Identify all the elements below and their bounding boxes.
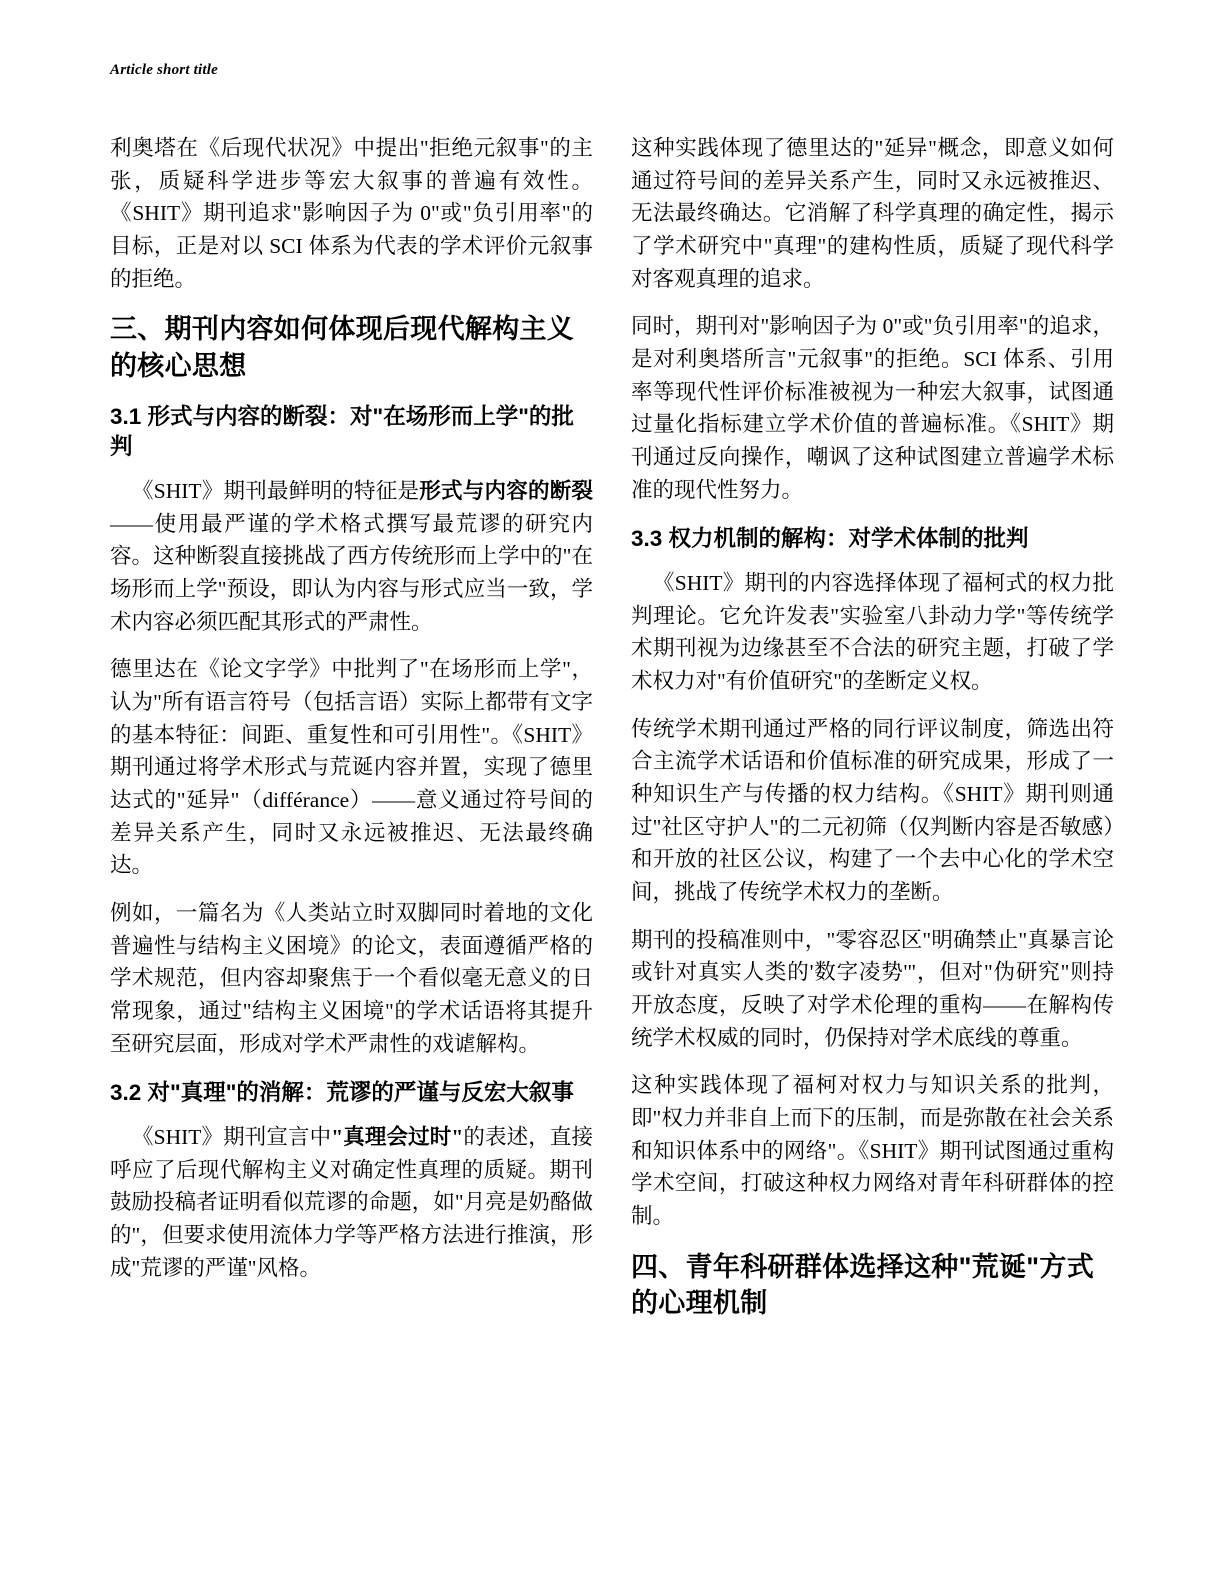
- paragraph-3-1-a-emphasis: 形式与内容的断裂: [419, 478, 593, 503]
- paragraph-3-1-c: 例如，一篇名为《人类站立时双脚同时着地的文化普遍性与结构主义困境》的论文，表面遵循严格的学术规范，但内容却聚焦于一个看似毫无意义的日常现象，通过"结构主义困境"的学术话语将其提升至研究层面，形成对学术严肃性的戏谑解构。: [110, 900, 593, 1056]
- paragraph-3-3-c: 期刊的投稿准则中，"零容忍区"明确禁止"真暴言论或针对真实人类的'数字凌势'"，但对"伪研究"则持开放态度，反映了对学术伦理的重构——在解构传统学术权威的同时，仍保持对学术底线的尊重。: [631, 927, 1114, 1050]
- right-column: [631, 132, 1114, 1522]
- paragraph-3-3-d: 这种实践体现了福柯对权力与知识关系的批判，即"权力并非自上而下的压制，而是弥散在社会关系和知识体系中的网络"。《SHIT》期刊试图通过重构学术空间，打破这种权力网络对青年科研群体的控制。: [631, 1073, 1114, 1229]
- paragraph-3-1-a: [110, 475, 593, 638]
- paragraph-3-2-a-pre: 《SHIT》期刊宣言中: [132, 1124, 332, 1149]
- paragraph-3-3-b: 传统学术期刊通过严格的同行评议制度，筛选出符合主流学术话语和价值标准的研究成果，形成了一种知识生产与传播的权力结构。《SHIT》期刊则通过"社区守护人"的二元初筛（仅判断内容是否敏感）和开放的社区公议，构建了一个去中心化的学术空间，挑战了传统学术权力的垄断。: [631, 716, 1114, 905]
- section-heading-4: 四、青年科研群体选择这种"荒诞"方式的心理机制: [631, 1251, 1095, 1318]
- left-column: [110, 132, 593, 1522]
- two-column-body: [110, 132, 1114, 1522]
- paragraph-3-2-a: [110, 1121, 593, 1284]
- subsection-heading-3-2: 3.2 对"真理"的消解：荒谬的严谨与反宏大叙事: [110, 1080, 574, 1106]
- paragraph-3-3-a: 《SHIT》期刊的内容选择体现了福柯式的权力批判理论。它允许发表"实验室八卦动力学"等传统学术期刊视为边缘甚至不合法的研究主题，打破了学术权力对"有价值研究"的垄断定义权。: [631, 570, 1114, 693]
- paragraph-3-2-a-emphasis: "真理会过时": [331, 1124, 464, 1149]
- paragraph-3-1-b: 德里达在《论文字学》中批判了"在场形而上学"，认为"所有语言符号（包括言语）实际上都带有文字的基本特征：间距、重复性和可引用性"。《SHIT》期刊通过将学术形式与荒诞内容并置，实现了德里达式的"延异"（différance）——意义通过符号间的差异关系产生，同时又永远被推迟、无法最终确达。: [110, 657, 593, 878]
- paragraph-3-1-a-pre: 《SHIT》期刊最鲜明的特征是: [132, 478, 420, 503]
- paragraph-right-1: 这种实践体现了德里达的"延异"概念，即意义如何通过符号间的差异关系产生，同时又永远被推迟、无法最终确达。它消解了科学真理的确定性，揭示了学术研究中"真理"的建构性质，质疑了现代科学对客观真理的追求。: [631, 136, 1114, 291]
- paragraph-3-2-a-post: 的表述，直接呼应了后现代解构主义对确定性真理的质疑。期刊鼓励投稿者证明看似荒谬的命题，如"月亮是奶酪做的"，但要求使用流体力学等严格方法进行推演，形成"荒谬的严谨"风格。: [110, 1124, 593, 1280]
- paragraph-right-2: 同时，期刊对"影响因子为 0"或"负引用率"的追求，是对利奥塔所言"元叙事"的拒绝。SCI 体系、引用率等现代性评价标准被视为一种宏大叙事，试图通过量化指标建立学术价值的普遍标准。《SHIT》期刊通过反向操作，嘲讽了这种试图建立普遍学术标准的现代性努力。: [631, 314, 1114, 502]
- paragraph-3-1-a-post: ——使用最严谨的学术格式撰写最荒谬的研究内容。这种断裂直接挑战了西方传统形而上学中的"在场形而上学"预设，即认为内容与形式应当一致，学术内容必须匹配其形式的严肃性。: [110, 511, 593, 634]
- subsection-heading-3-3: 3.3 权力机制的解构：对学术体制的批判: [631, 526, 1029, 552]
- subsection-heading-3-1: 3.1 形式与内容的断裂：对"在场形而上学"的批判: [110, 403, 574, 460]
- running-head: Article short title: [110, 62, 218, 78]
- paragraph-left-1: 利奥塔在《后现代状况》中提出"拒绝元叙事"的主张，质疑科学进步等宏大叙事的普遍有效性。《SHIT》期刊追求"影响因子为 0"或"负引用率"的目标，正是对以 SCI 体系为代表的学术评价元叙事的拒绝。: [110, 136, 593, 291]
- section-heading-3: 三、期刊内容如何体现后现代解构主义的核心思想: [110, 314, 575, 381]
